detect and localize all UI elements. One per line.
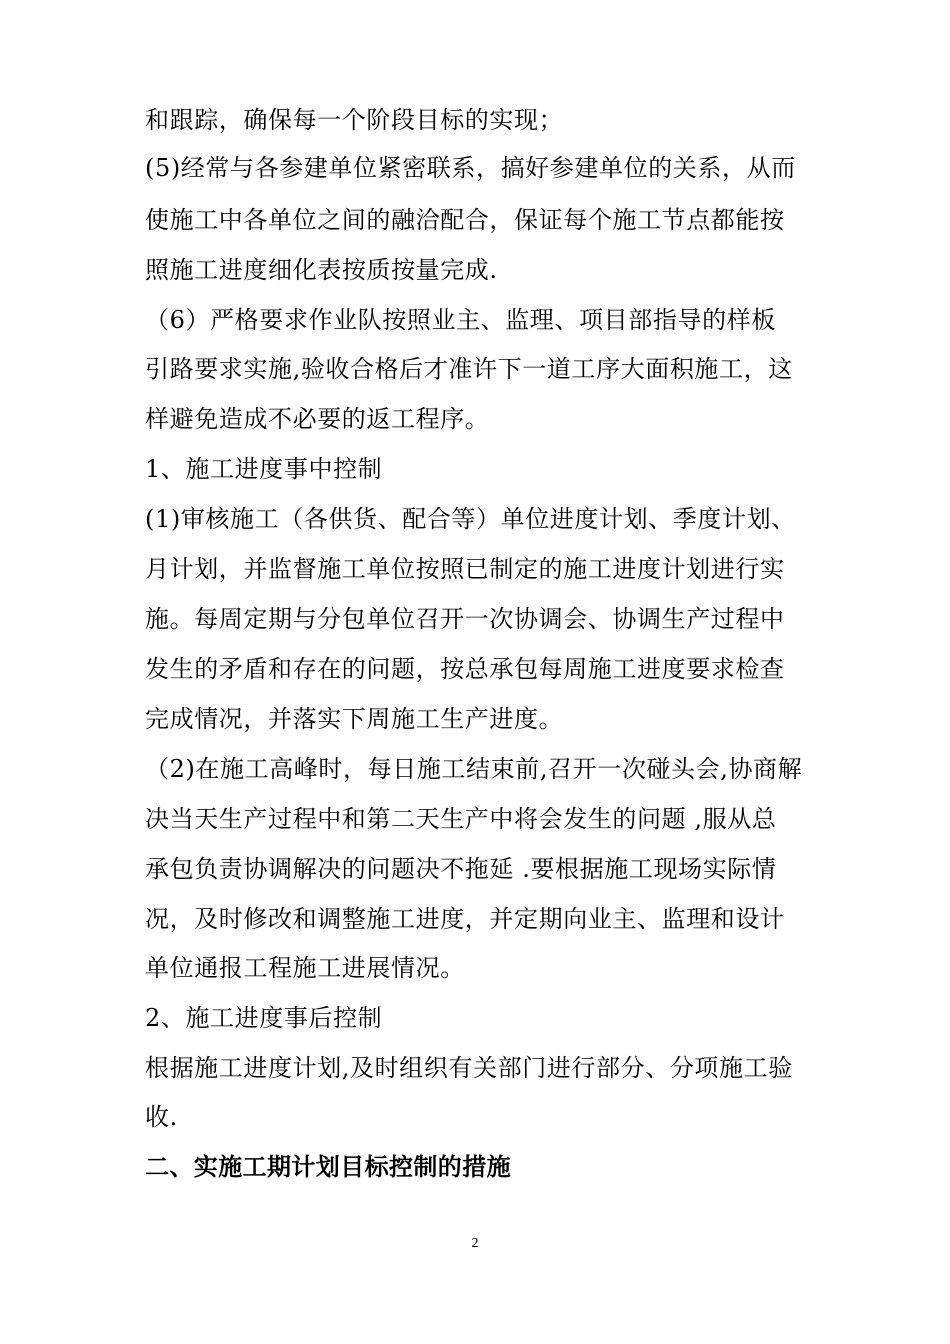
paragraph-line: （2)在施工高峰时，每日施工结束前,召开一次碰头会,协商解 — [145, 755, 803, 783]
paragraph-line: 收. — [145, 1103, 178, 1131]
paragraph-line: (5)经常与各参建单位紧密联系，搞好参建单位的关系，从而 — [145, 154, 796, 182]
paragraph-line: 月计划，并监督施工单位按照已制定的施工进度计划进行实 — [145, 555, 785, 583]
paragraph-line: 使施工中各单位之间的融洽配合，保证每个施工节点都能按 — [145, 206, 785, 234]
paragraph-line: 完成情况，并落实下周施工生产进度。 — [145, 705, 564, 733]
paragraph-line: (1)审核施工（各供货、配合等）单位进度计划、季度计划、 — [145, 505, 796, 533]
section-heading: 二、实施工期计划目标控制的措施 — [145, 1152, 511, 1181]
paragraph-line: 引路要求实施,验收合格后才准许下一道工序大面积施工，这 — [145, 355, 793, 383]
section-subheading: 1、施工进度事中控制 — [145, 455, 383, 483]
paragraph-line: 施。每周定期与分包单位召开一次协调会、协调生产过程中 — [145, 605, 785, 633]
paragraph-line: 照施工进度细化表按质按量完成. — [145, 256, 498, 284]
paragraph-line: 承包负责协调解决的问题决不拖延 .要根据施工现场实际情 — [145, 855, 777, 883]
paragraph-line: 发生的矛盾和存在的问题，按总承包每周施工进度要求检查 — [145, 655, 785, 683]
page-number: 2 — [471, 1236, 479, 1251]
paragraph-line: 样避免造成不必要的返工程序。 — [145, 405, 490, 433]
paragraph-line: 单位通报工程施工进展情况。 — [145, 954, 465, 982]
paragraph-line: 和跟踪，确保每一个阶段目标的实现； — [145, 106, 564, 134]
paragraph-line: 况，及时修改和调整施工进度，并定期向业主、监理和设计 — [145, 905, 785, 933]
paragraph-line: （6）严格要求作业队按照业主、监理、项目部指导的样板 — [145, 306, 776, 334]
section-subheading: 2、施工进度事后控制 — [145, 1004, 383, 1032]
paragraph-line: 决当天生产过程中和第二天生产中将会发生的问题 ,服从总 — [145, 805, 777, 833]
paragraph-line: 根据施工进度计划,及时组织有关部门进行部分、分项施工验 — [145, 1054, 793, 1082]
